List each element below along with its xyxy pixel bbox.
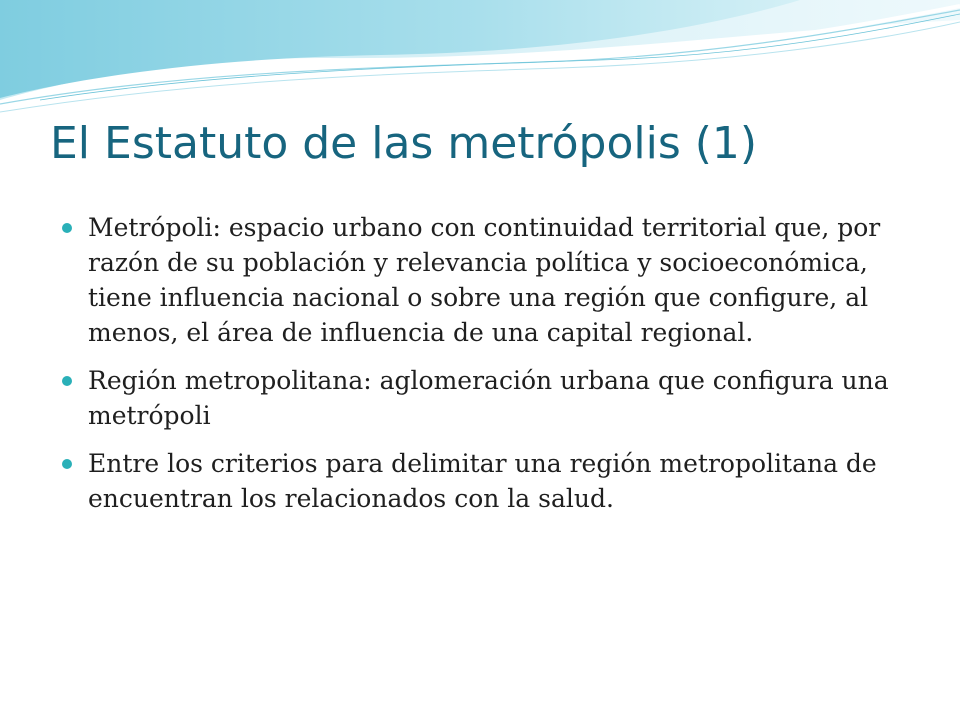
bullet-list xyxy=(62,210,912,529)
bullet-text: Región metropolitana: aglomeración urbana que configura una metrópoli xyxy=(88,366,889,430)
bullet-item xyxy=(62,210,912,350)
bullet-dot-icon xyxy=(62,223,72,233)
header-wave-decoration xyxy=(0,0,960,120)
bullet-text: Metrópoli: espacio urbano con continuidad territorial que, por razón de su población y relevancia política y socioeconómica, tiene influencia nacional o sobre una región que configure, al menos, el área de influencia de una capital regional. xyxy=(88,213,881,347)
bullet-item xyxy=(62,446,912,516)
slide-title: El Estatuto de las metrópolis (1) xyxy=(50,118,758,169)
bullet-dot-icon xyxy=(62,376,72,386)
bullet-dot-icon xyxy=(62,459,72,469)
bullet-item xyxy=(62,363,912,433)
bullet-text: Entre los criterios para delimitar una región metropolitana de encuentran los relacionados con la salud. xyxy=(88,449,877,513)
